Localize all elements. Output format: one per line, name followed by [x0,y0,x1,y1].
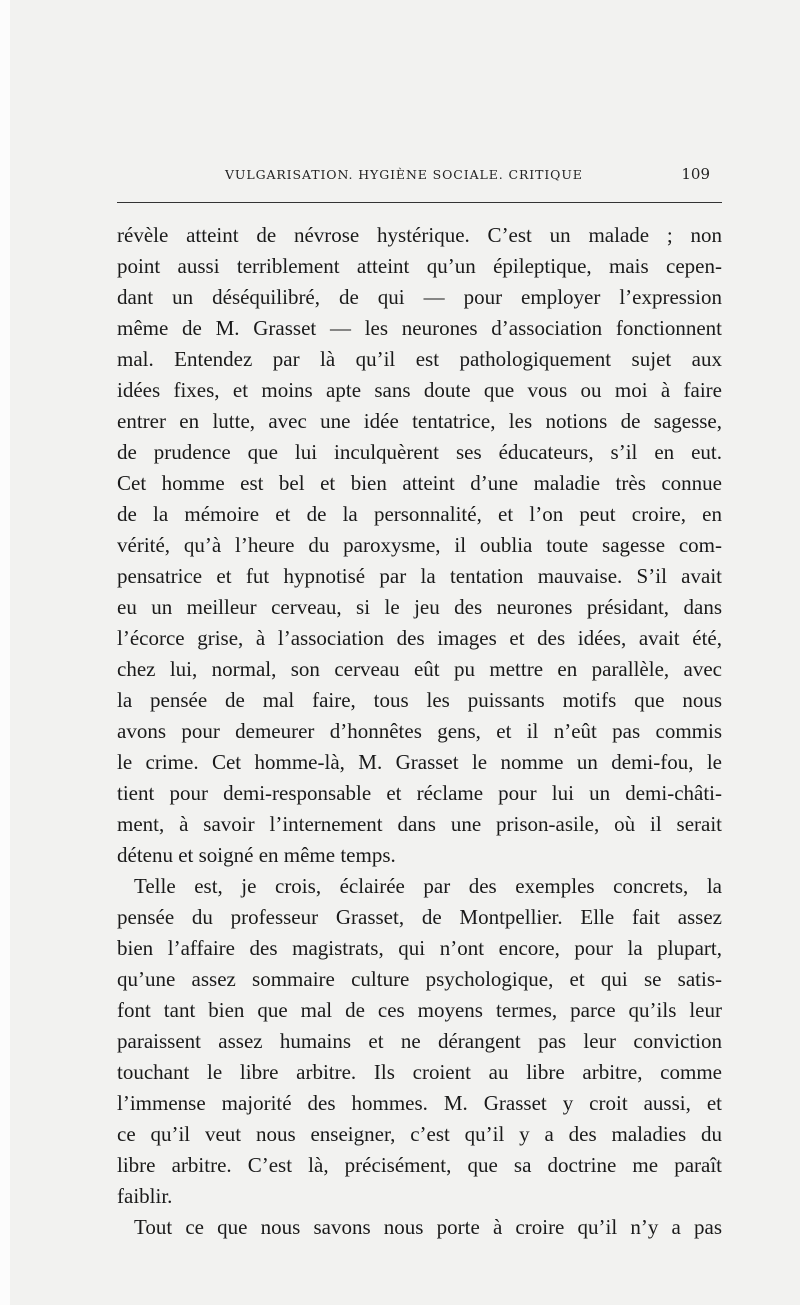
text-line: faiblir. [117,1184,173,1208]
text-line: touchant le libre arbitre. Ils croient au libre arbitre, comme [117,1060,722,1084]
text-line: de prudence que lui inculquèrent ses éducateurs, s’il en eut. [117,440,722,464]
text-line: entrer en lutte, avec une idée tentatrice, les notions de sagesse, [117,409,722,433]
text-line: chez lui, normal, son cerveau eût pu mettre en parallèle, avec [117,657,722,681]
text-line: Tout ce que nous savons nous porte à croire qu’il n’y a pas [134,1215,722,1239]
text-line: même de M. Grasset — les neurones d’association fonctionnent [117,316,722,340]
page-margin [0,0,10,1305]
text-line: révèle atteint de névrose hystérique. C’est un malade ; non [117,223,722,247]
text-line: idées fixes, et moins apte sans doute que vous ou moi à faire [117,378,722,402]
running-title: VULGARISATION. HYGIÈNE SOCIALE. CRITIQUE [225,167,583,182]
text-line: vérité, qu’à l’heure du paroxysme, il oublia toute sagesse com- [117,533,722,557]
text-line: l’écorce grise, à l’association des images et des idées, avait été, [117,626,722,650]
text-line: paraissent assez humains et ne dérangent pas leur conviction [117,1029,722,1053]
text-line: dant un déséquilibré, de qui — pour employer l’expression [117,285,722,309]
text-line: mal. Entendez par là qu’il est pathologiquement sujet aux [117,347,722,371]
text-line: eu un meilleur cerveau, si le jeu des neurones présidant, dans [117,595,722,619]
text-line: Telle est, je crois, éclairée par des exemples concrets, la [134,874,722,898]
text-line: point aussi terriblement atteint qu’un épileptique, mais cepen- [117,254,722,278]
header-rule [117,202,722,203]
text-line: la pensée de mal faire, tous les puissants motifs que nous [117,688,722,712]
text-line: bien l’affaire des magistrats, qui n’ont encore, pour la plupart, [117,936,722,960]
text-line: libre arbitre. C’est là, précisément, que sa doctrine me paraît [117,1153,722,1177]
page-number: 109 [681,165,710,183]
text-line: l’immense majorité des hommes. M. Grasset y croit aussi, et [117,1091,722,1115]
text-line: ce qu’il veut nous enseigner, c’est qu’il y a des maladies du [117,1122,722,1146]
text-line: tient pour demi-responsable et réclame pour lui un demi-châti- [117,781,722,805]
text-line: ment, à savoir l’internement dans une prison-asile, où il serait [117,812,722,836]
text-line: le crime. Cet homme-là, M. Grasset le nomme un demi-fou, le [117,750,722,774]
text-line: Cet homme est bel et bien atteint d’une maladie très connue [117,471,722,495]
text-line: de la mémoire et de la personnalité, et l’on peut croire, en [117,502,722,526]
text-line: pensée du professeur Grasset, de Montpellier. Elle fait assez [117,905,722,929]
text-line: qu’une assez sommaire culture psychologique, et qui se satis- [117,967,722,991]
text-line: détenu et soigné en même temps. [117,843,396,867]
text-line: pensatrice et fut hypnotisé par la tentation mauvaise. S’il avait [117,564,722,588]
body-text [117,220,722,1243]
text-line: avons pour demeurer d’honnêtes gens, et il n’eût pas commis [117,719,722,743]
text-line: font tant bien que mal de ces moyens termes, parce qu’ils leur [117,998,722,1022]
running-header [225,163,710,187]
